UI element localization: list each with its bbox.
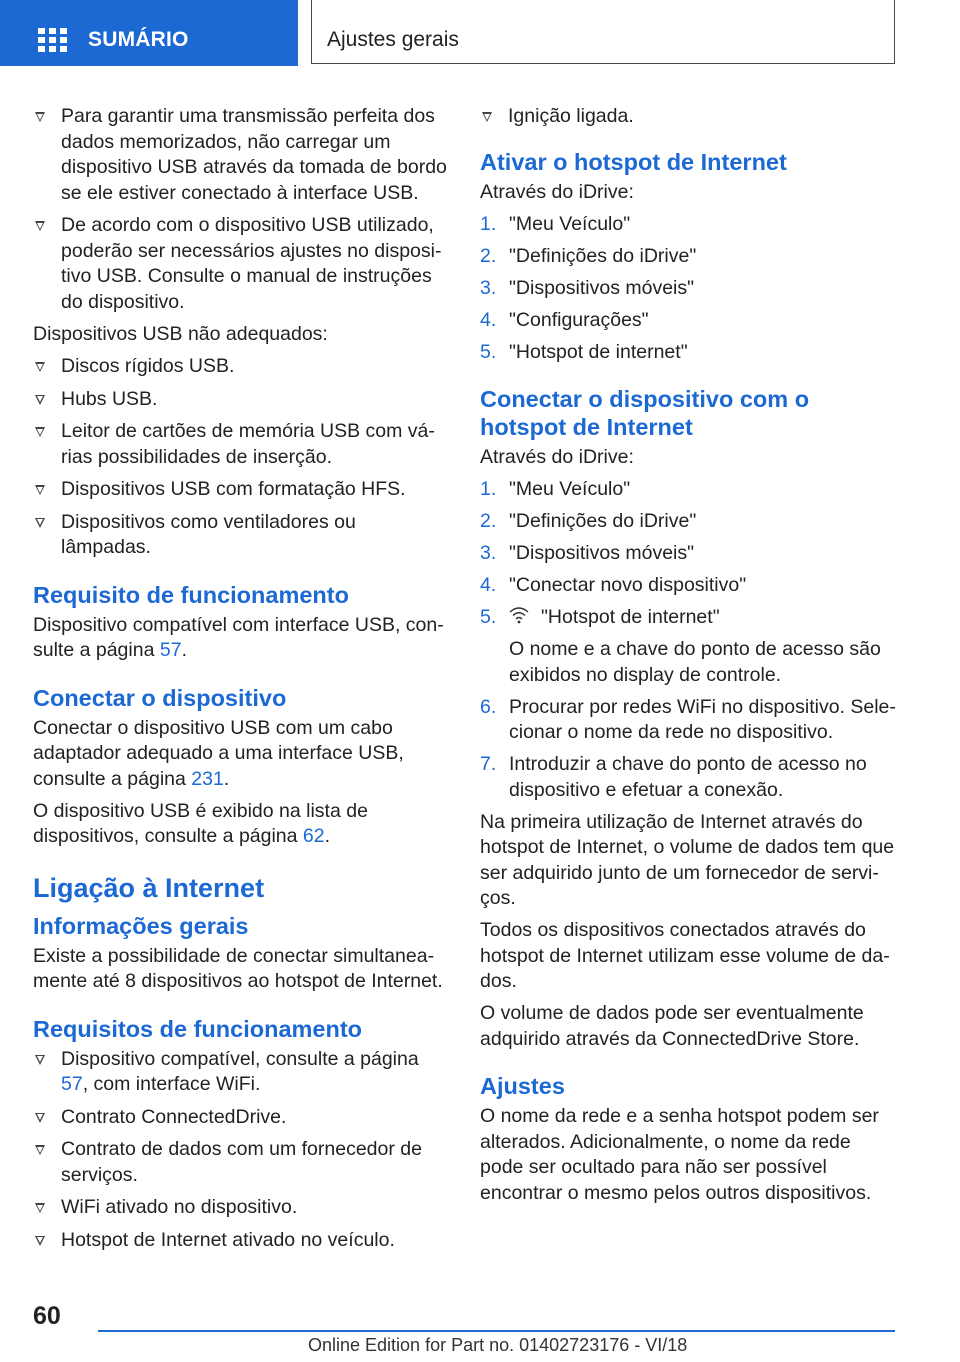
requirement-heading: Requisito de funcionamento [33, 581, 349, 608]
step-item: 5. "Hotspot de internet" O nome e a chave do ponto de acesso são exibidos no display de controle. [480, 606, 881, 686]
triangle-bullet-icon [35, 362, 45, 372]
requirements-list [33, 1047, 448, 1254]
step-item: 6. Procurar por redes WiFi no dispositivo. Selecionar o nome da rede no dispositivo. [480, 695, 896, 743]
step-item: 2. "Definições do iDrive" [480, 510, 697, 532]
list-item: Hubs USB. [33, 387, 448, 413]
triangle-bullet-icon [35, 1236, 45, 1246]
list-item: Para garantir uma transmissão perfeita dos dados memorizados, não carregar um dispositivo USB através da tomada de bordo se ele estiver conectado à interface USB. [33, 104, 448, 206]
step-item: 2. "Definições do iDrive" [480, 244, 697, 267]
edition-text: Online Edition for Part no. 01402723176 - VI/18 [308, 1335, 688, 1355]
general-info-text: Existe a possibilidade de conectar simultaneamente até 8 dispositivos ao hotspot de Internet. [33, 944, 443, 992]
connect-device-text: Conectar o dispositivo USB com um cabo adaptador adequado a uma interface USB, consulte a página 231. [33, 716, 404, 790]
connect-steps [480, 477, 896, 803]
list-item: Dispositivo compatível, consulte a página 57, com interface WiFi. [33, 1047, 448, 1098]
list-item: Contrato de dados com um fornecedor de serviços. [33, 1137, 448, 1188]
section-tab[interactable] [311, 0, 895, 64]
triangle-bullet-icon [35, 1145, 45, 1155]
shared-volume-text: Todos os dispositivos conectados através do hotspot de Internet utilizam esse volume de dados. [480, 919, 890, 992]
list-item: Discos rígidos USB. [33, 354, 448, 380]
step-item: 1. "Meu Veículo" [480, 478, 631, 500]
triangle-bullet-icon [35, 1055, 45, 1065]
connect-device-heading: Conectar o dispositivo [33, 684, 287, 711]
via-idrive-label: Através do iDrive: [480, 180, 634, 203]
list-item: Contrato ConnectedDrive. [33, 1105, 448, 1131]
list-item: Dispositivos como ventiladores ou lâmpadas. [33, 510, 448, 561]
page-header [0, 0, 960, 66]
unsuitable-list [33, 354, 448, 561]
triangle-bullet-icon [482, 112, 492, 122]
internet-heading: Ligação à Internet [33, 872, 265, 903]
ignition-list [480, 104, 896, 130]
page-link-62[interactable]: 62 [302, 825, 325, 847]
triangle-bullet-icon [35, 1203, 45, 1213]
step-item: 1. "Meu Veículo" [480, 212, 631, 235]
right-column [480, 104, 896, 1213]
footer-divider [98, 1330, 895, 1332]
step-item: 4. "Conectar novo dispositivo" [480, 574, 747, 596]
summary-label: SUMÁRIO [88, 28, 189, 51]
step-item: 5. "Hotspot de internet" [480, 340, 688, 363]
wifi-icon [509, 606, 529, 624]
list-item: Dispositivos USB com formatação HFS. [33, 477, 448, 503]
section-title: Ajustes gerais [327, 28, 459, 51]
triangle-bullet-icon [35, 1113, 45, 1123]
via-idrive-label: Através do iDrive: [480, 446, 634, 468]
connect-hotspot-heading: Conectar o dispositivo com o hotspot de Internet [480, 386, 810, 440]
list-item: Hotspot de Internet ativado no veículo. [33, 1228, 448, 1254]
list-item: Leitor de cartões de memória USB com várias possibilidades de inserção. [33, 419, 448, 470]
general-info-heading: Informações gerais [33, 912, 249, 939]
step-item: 3. "Dispositivos móveis" [480, 542, 695, 564]
page-number: 60 [33, 1302, 61, 1330]
triangle-bullet-icon [35, 427, 45, 437]
step-item: 7. Introduzir a chave do ponto de acesso no dispositivo e efetuar a conexão. [480, 753, 867, 801]
triangle-bullet-icon [35, 112, 45, 122]
left-column [33, 104, 448, 1260]
purchase-volume-text: O volume de dados pode ser eventualmente adquirido através da ConnectedDrive Store. [480, 1002, 864, 1050]
page-link-231[interactable]: 231 [191, 767, 224, 790]
activate-hotspot-heading: Ativar o hotspot de Internet [480, 148, 787, 175]
page-link-57[interactable]: 57 [159, 639, 182, 661]
list-item: WiFi ativado no dispositivo. [33, 1195, 448, 1221]
triangle-bullet-icon [35, 395, 45, 405]
triangle-bullet-icon [35, 518, 45, 528]
data-volume-text: Na primeira utilização de Internet através do hotspot de Internet, o volume de dados tem que ser adquirido junto de um fornecedor de serviços. [480, 810, 895, 909]
requirements-heading: Requisitos de funcionamento [33, 1015, 363, 1042]
requirement-text: Dispositivo compatível com interface USB, consulte a página 57. [33, 613, 444, 661]
device-display-text: O dispositivo USB é exibido na lista de dispositivos, consulte a página 62. [33, 799, 368, 847]
triangle-bullet-icon [35, 485, 45, 495]
step-item: 4. "Configurações" [480, 308, 649, 331]
triangle-bullet-icon [35, 221, 45, 231]
settings-text: O nome da rede e a senha hotspot podem ser alterados. Adicionalmente, o nome da rede pode ser ocultado para não ser possível encontrar o mesmo pelos outros dispositivos. [480, 1105, 879, 1204]
list-item: De acordo com o dispositivo USB utilizado, poderão ser necessários ajustes no dispositivo USB. Consulte o manual de instruções do dispositivo. [33, 213, 448, 315]
activate-steps [480, 212, 896, 366]
page-link-57[interactable]: 57 [61, 1073, 83, 1095]
summary-button[interactable] [0, 0, 298, 66]
settings-heading: Ajustes [480, 1073, 565, 1099]
list-item: Ignição ligada. [480, 104, 896, 130]
step-item: 3. "Dispositivos móveis" [480, 276, 695, 299]
grid-menu-icon [38, 28, 68, 52]
usb-notes-list [33, 104, 448, 315]
unsuitable-label: Dispositivos USB não adequados: [33, 323, 328, 345]
